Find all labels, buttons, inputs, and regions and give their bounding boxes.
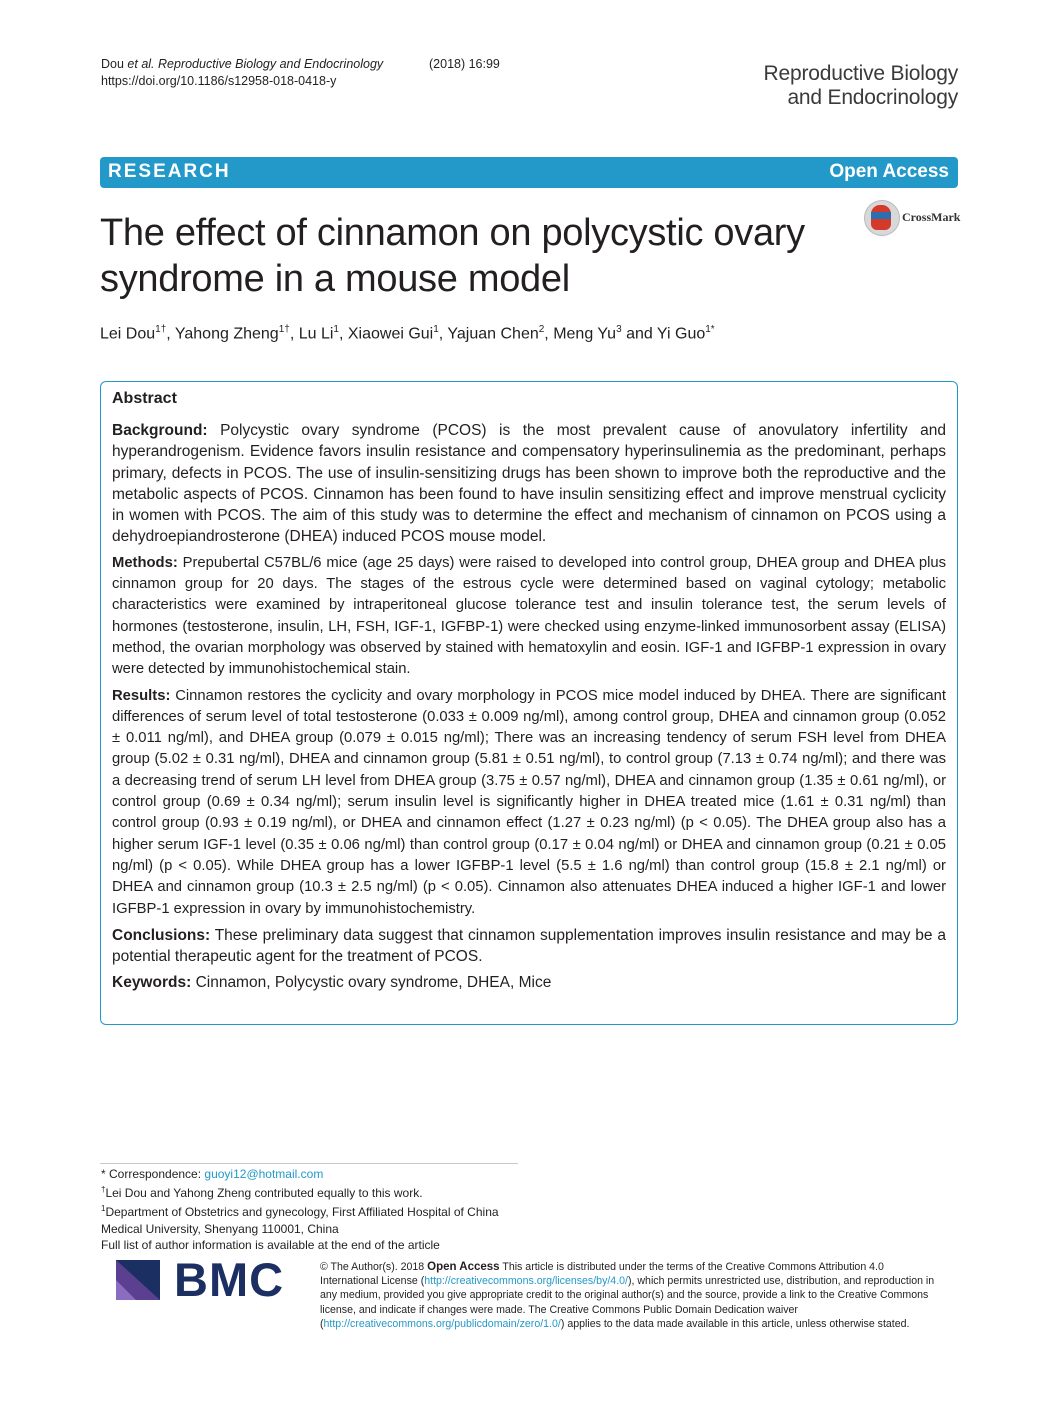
footnote-divider (100, 1163, 518, 1164)
affiliation-mark: 1 (101, 1204, 106, 1214)
equal-contribution-mark: † (101, 1185, 106, 1195)
author-affiliation-mark: 1† (155, 324, 167, 335)
journal-name (764, 62, 958, 110)
author-affiliation-mark: 1 (333, 324, 339, 335)
author-separator: , (438, 325, 448, 343)
background-text: Polycystic ovary syndrome (PCOS) is the most prevalent cause of anovulatory infertility and hyperandrogenism. Evidence favors insulin resistance and compensatory hyperinsulinemia as the predominant, perhaps primary, defects in PCOS. The use of insulin-sensitizing drugs has been shown to improve both the reproductive and the metabolic aspects of PCOS. Cinnamon has been found to have insulin sensitizing effect and improve menstrual cyclicity in women with PCOS. The aim of this study was to determine the effect and mechanism of cinnamon on PCOS using a dehydroepiandrosterone (DHEA) induced PCOS mouse model. (112, 422, 946, 546)
abstract-methods (112, 553, 946, 681)
license-part2: ), which permits unrestricted use, distribution, and reproduction in any medium, provided you give appropriate credit to the original author(s) and the source, provide a link to the Creative Commons license, and indicate if changes were made. The Creative Commons Public Domain Dedication waiver ( (320, 1275, 935, 1330)
article-title: The effect of cinnamon on polycystic ovary syndrome in a mouse model (100, 212, 805, 300)
author-affiliation-mark: 1* (705, 324, 715, 335)
conclusions-text: These preliminary data suggest that cinnamon supplementation improves insulin resistance and may be a potential therapeutic agent for the treatment of PCOS. (112, 926, 946, 966)
article-type-label: RESEARCH (108, 161, 231, 182)
correspondence-note (101, 1166, 521, 1182)
bmc-logo-icon (112, 1256, 172, 1304)
citation-line (101, 56, 500, 73)
citation-etal: et al. (127, 57, 155, 71)
author-name[interactable]: Xiaowei Gui (347, 325, 434, 343)
author-separator: , (289, 325, 299, 343)
methods-label: Methods: (112, 554, 178, 571)
abstract-heading: Abstract (112, 390, 177, 407)
keywords-label: Keywords: (112, 974, 192, 992)
author-list (100, 318, 715, 346)
author-separator: , (338, 325, 348, 343)
license-link-cc-by[interactable]: http://creativecommons.org/licenses/by/4.0/ (424, 1275, 628, 1288)
crossmark-badge[interactable] (862, 198, 962, 238)
doi-link[interactable]: https://doi.org/10.1186/s12958-018-0418-y (101, 74, 337, 88)
author-separator: , (166, 325, 175, 343)
background-label: Background: (112, 422, 208, 439)
methods-text: Prepubertal C57BL/6 mice (age 25 days) were raised to developed into control group, DHEA group and DHEA plus cinnamon group for 20 days. The stages of the estrous cycle were determined based on vaginal cytology; metabolic characteristics were examined by intraperitoneal glucose tolerance test and insulin tolerance test, the serum levels of hormones (testosterone, insulin, LH, FSH, IGF-1, IGFBP-1) were checked using enzyme-linked immunosorbent assay (ELISA) method, the ovarian morphology was observed by stained with hematoxylin and eosin. IGF-1 and IGFBP-1 expression in ovary were detected by immunohistochemical stain. (112, 554, 946, 678)
author-name[interactable]: Meng Yu (553, 325, 617, 343)
abstract-results (112, 686, 946, 920)
author-affiliation-mark: 2 (538, 324, 545, 335)
equal-contribution-note (101, 1182, 521, 1201)
footnotes (101, 1166, 521, 1253)
affiliation-text: Department of Obstetrics and gynecology, First Affiliated Hospital of China Medical University, Shenyang 110001, China (101, 1205, 499, 1236)
affiliation-note (101, 1201, 521, 1236)
bmc-logo-text: BMC (174, 1253, 285, 1306)
abstract-conclusions (112, 925, 946, 968)
license-part3: ) applies to the data made available in this article, unless otherwise stated. (560, 1317, 910, 1330)
abstract-background (112, 420, 946, 548)
license-prefix: © The Author(s). 2018 (320, 1261, 428, 1273)
author-affiliation-mark: 3 (616, 324, 622, 335)
abstract-box (100, 381, 958, 1025)
article-type-banner (100, 157, 958, 188)
crossmark-label: CrossMark (902, 210, 961, 224)
bmc-logo (112, 1253, 302, 1306)
abstract-keywords (112, 972, 946, 993)
author-name[interactable]: Lei Dou (100, 325, 156, 343)
journal-name-line1: Reproductive Biology (763, 62, 958, 85)
author-affiliation-mark: 1† (278, 324, 290, 335)
license-statement (320, 1260, 938, 1331)
journal-name-line2: and Endocrinology (787, 86, 958, 109)
author-name[interactable]: Yi Guo (656, 325, 706, 343)
open-access-label: Open Access (829, 161, 949, 182)
author-affiliation-mark: 1 (433, 324, 439, 335)
results-label: Results: (112, 687, 171, 704)
license-part1: This article is distributed under the terms of the Creative Commons Attribution 4.0 International License ( (320, 1261, 884, 1288)
author-name[interactable]: Lu Li (298, 325, 334, 343)
author-name[interactable]: Yahong Zheng (174, 325, 279, 343)
crossmark-icon-band (871, 212, 891, 219)
full-author-info-note: Full list of author information is available at the end of the article (101, 1237, 440, 1252)
license-open-access: Open Access (427, 1261, 500, 1273)
correspondence-email-link[interactable]: guoyi12@hotmail.com (204, 1167, 324, 1181)
equal-contribution-text: Lei Dou and Yahong Zheng contributed equally to this work. (105, 1186, 423, 1201)
license-link-cc-zero[interactable]: http://creativecommons.org/publicdomain/zero/1.0/ (323, 1317, 561, 1330)
citation-year: (2018) 16:99 (429, 57, 500, 71)
citation-authors: Dou (101, 57, 124, 71)
conclusions-label: Conclusions: (112, 926, 211, 944)
author-separator: , (544, 325, 554, 343)
results-text: Cinnamon restores the cyclicity and ovary morphology in PCOS mice model induced by DHEA. There are significant differences of serum level of total testosterone (0.033 ± 0.009 ng/ml), among control group, DHEA and cinnamon group (0.052 ± 0.011 ng/ml), and DHEA group (0.079 ± 0.015 ng/ml); There was an increasing tendency of serum FSH level from DHEA group (5.02 ± 0.31 ng/ml), DHEA and cinnamon group (5.81 ± 0.51 ng/ml), to control group (7.13 ± 0.74 ng/ml); and there was a decreasing trend of serum LH level from DHEA group (3.75 ± 0.57 ng/ml), DHEA and cinnamon group (1.35 ± 0.61 ng/ml), or control group (0.69 ± 0.34 ng/ml); serum insulin level is significantly higher in DHEA treated mice (1.61 ± 0.31 ng/ml) than control group (0.93 ± 0.19 ng/ml), or DHEA and cinnamon effect (1.27 ± 0.23 ng/ml) (p < 0.05). The DHEA group also has a higher serum IGF-1 level (0.35 ± 0.06 ng/ml) than control group (0.17 ± 0.04 ng/ml) or DHEA and cinnamon group (0.21 ± 0.05 ng/ml) (p < 0.05). While DHEA group has a lower IGFBP-1 level (5.5 ± 1.6 ng/ml) than control group (15.8 ± 2.1 ng/ml) or DHEA and cinnamon group (10.3 ± 2.5 ng/ml) (p < 0.05). Cinnamon also attenuates DHEA induced a higher IGF-1 and lower IGFBP-1 expression in ovary by immunohistochemistry. (112, 687, 946, 917)
author-name[interactable]: Yajuan Chen (447, 325, 539, 343)
citation-journal: Reproductive Biology and Endocrinology (158, 57, 384, 71)
correspondence-prefix: * Correspondence: (101, 1167, 205, 1181)
author-separator: and (621, 325, 657, 343)
citation-header (101, 56, 500, 90)
keywords-text: Cinnamon, Polycystic ovary syndrome, DHEA, Mice (195, 974, 552, 992)
